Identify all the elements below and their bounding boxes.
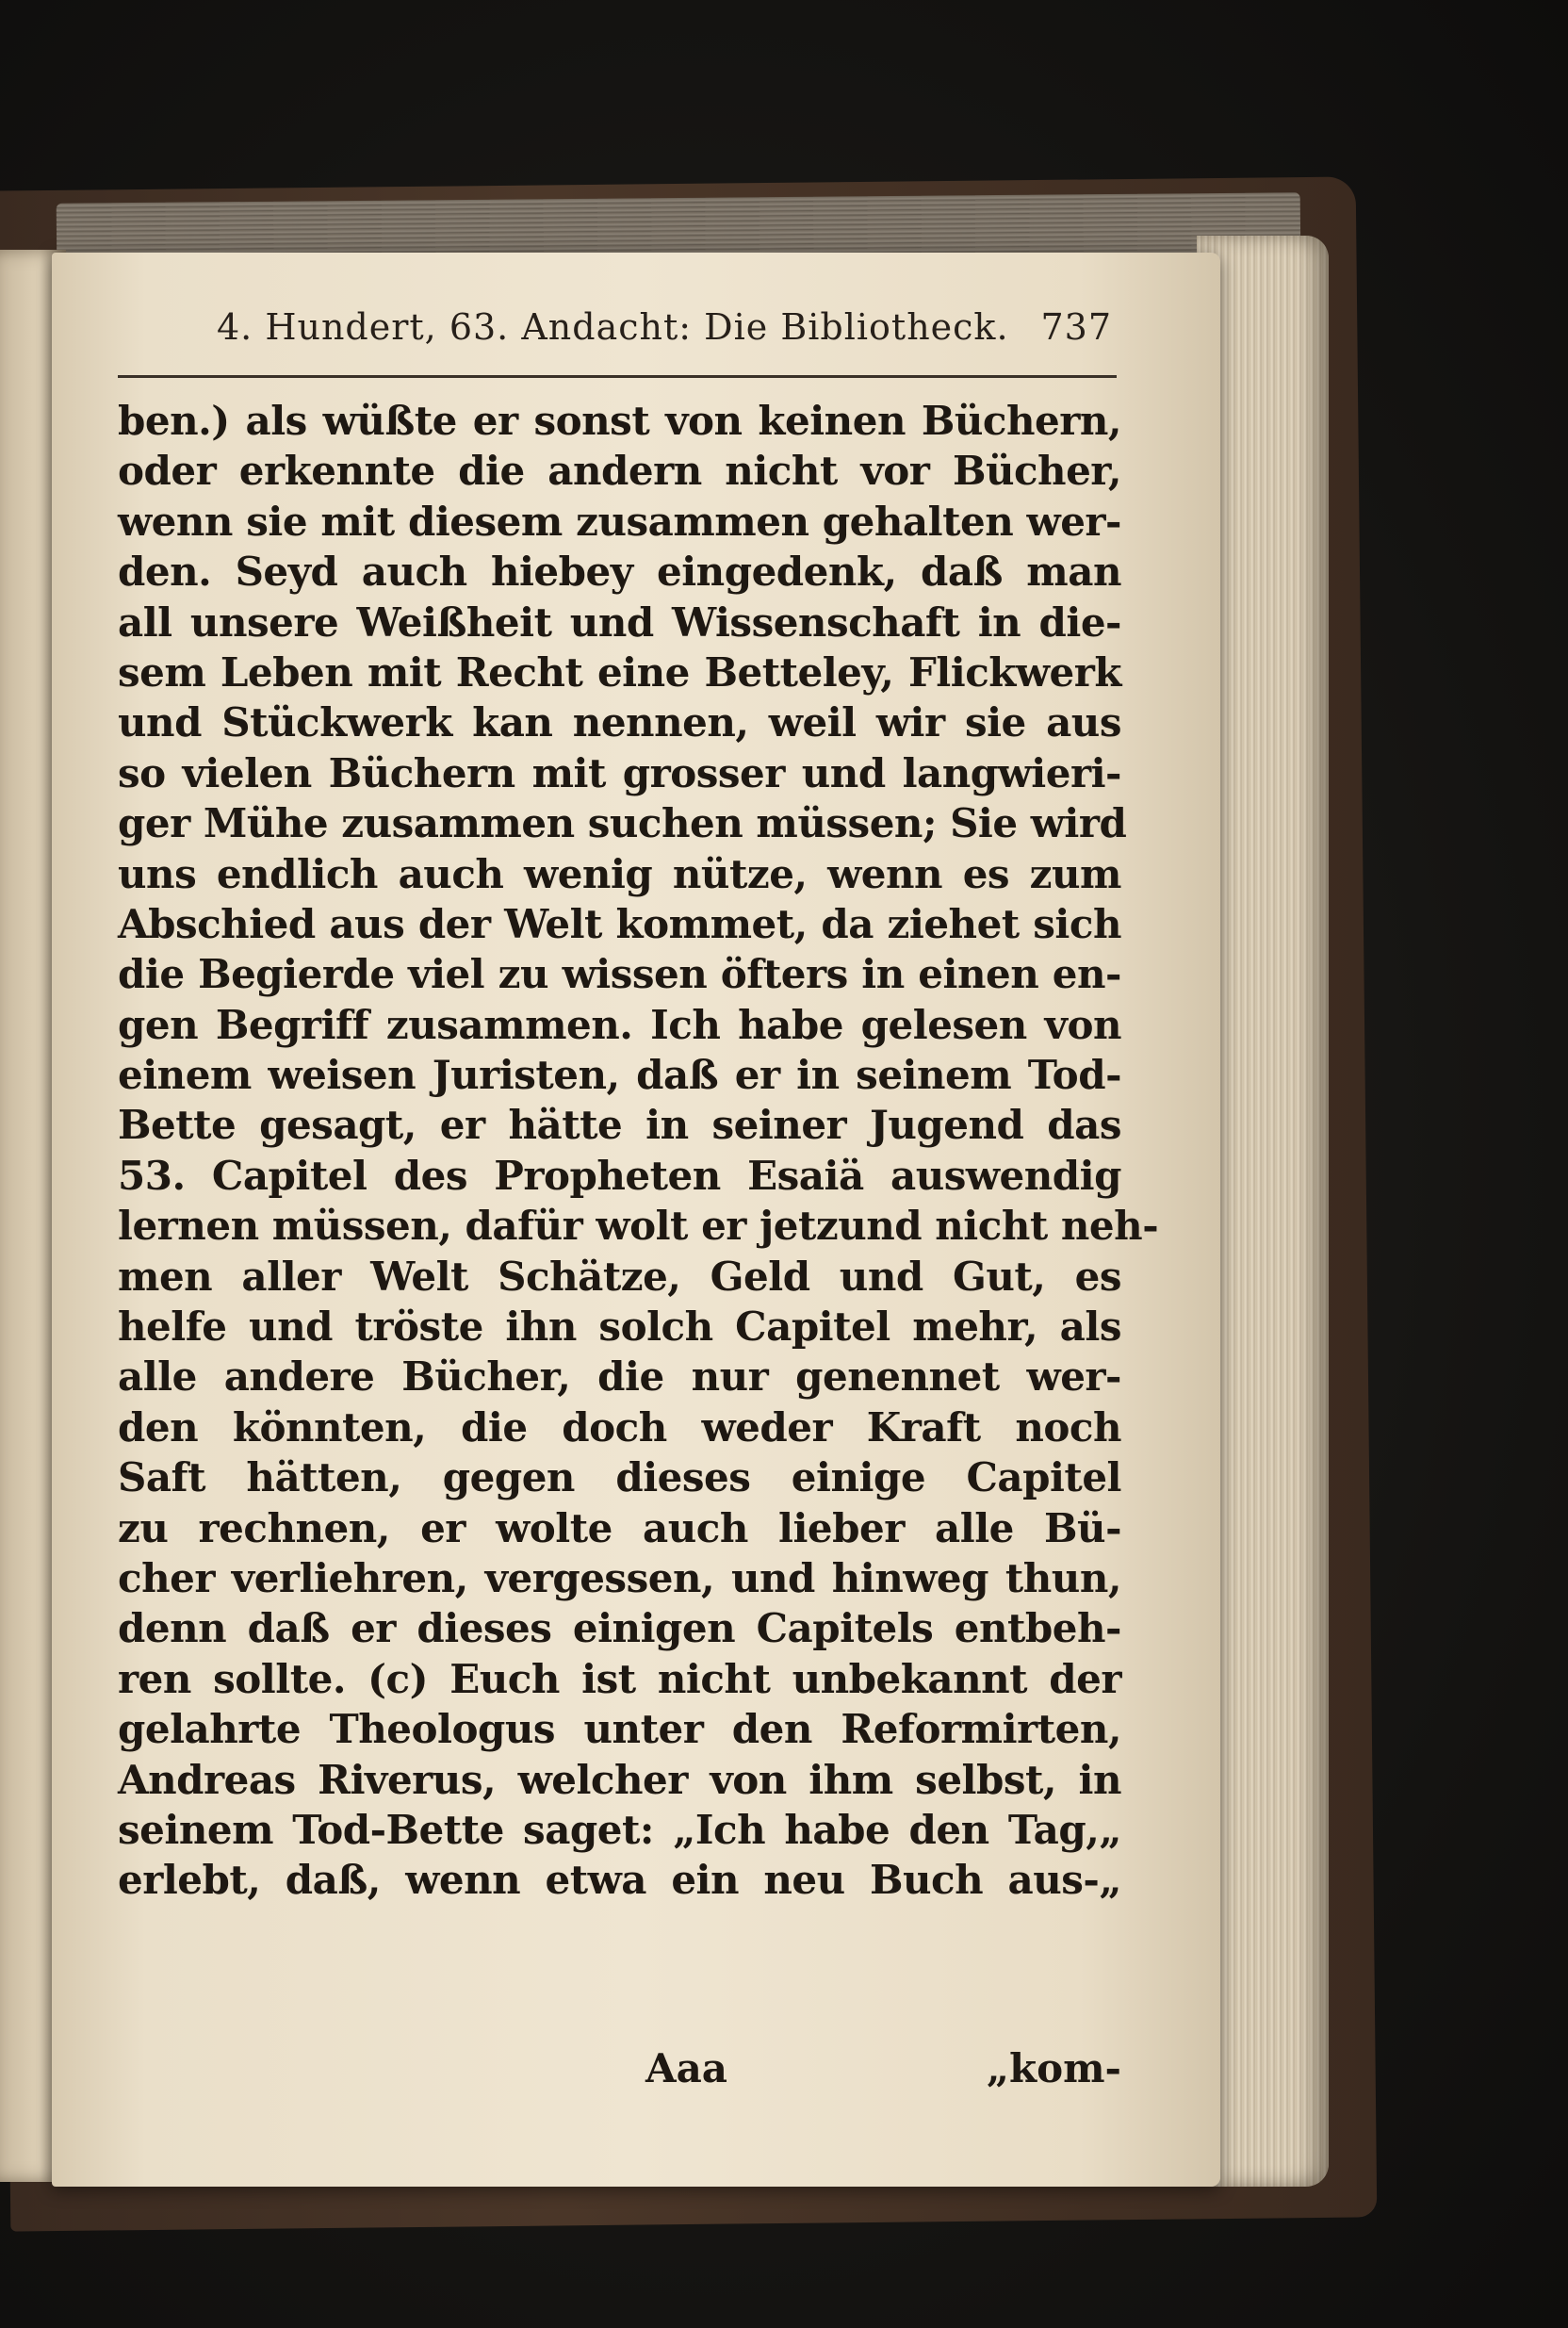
- text-line: erlebt, daß, wenn etwa ein neu Buch aus-„: [118, 1857, 1121, 1904]
- text-line: seinem Tod-Bette saget: „Ich habe den Tag,„: [118, 1806, 1121, 1853]
- header-rule: [118, 375, 1117, 378]
- text-line: oder erkennte die andern nicht vor Bücher,: [118, 448, 1121, 495]
- text-line: Andreas Riverus, welcher von ihm selbst, in: [118, 1756, 1121, 1803]
- catchword: „kom-: [986, 2045, 1121, 2091]
- text-line: die Begierde viel zu wissen öfters in einen en-: [118, 951, 1121, 998]
- text-line: Abschied aus der Welt kommet, da ziehet sich: [118, 900, 1121, 947]
- text-line: denn daß er dieses einigen Capitels entbeh-: [118, 1605, 1121, 1652]
- text-line: und Stückwerk kan nennen, weil wir sie aus: [118, 699, 1121, 746]
- text-line: gen Begriff zusammen. Ich habe gelesen von: [118, 1001, 1121, 1048]
- running-head-title: 4. Hundert, 63. Andacht: Die Bibliotheck.: [217, 306, 1009, 348]
- text-line: men aller Welt Schätze, Geld und Gut, es: [118, 1253, 1121, 1300]
- text-line: einem weisen Juristen, daß er in seinem Tod-: [118, 1052, 1121, 1099]
- text-line: ren sollte. (c) Euch ist nicht unbekannt der: [118, 1655, 1121, 1702]
- text-line: den könnten, die doch weder Kraft noch: [118, 1403, 1121, 1451]
- text-line: 53. Capitel des Propheten Esaiä auswendig: [118, 1152, 1121, 1199]
- text-line: sem Leben mit Recht eine Betteley, Flickwerk: [118, 648, 1121, 696]
- text-line: ben.) als wüßte er sonst von keinen Büchern,: [118, 398, 1121, 444]
- text-line: all unsere Weißheit und Wissenschaft in die-: [118, 598, 1121, 646]
- text-line: wenn sie mit diesem zusammen gehalten wer-: [118, 498, 1121, 545]
- text-line: alle andere Bücher, die nur genennet wer-: [118, 1353, 1121, 1401]
- text-line: so vielen Büchern mit grosser und langwieri-: [118, 749, 1121, 796]
- text-line: zu rechnen, er wolte auch lieber alle Bü-: [118, 1504, 1121, 1551]
- text-line: uns endlich auch wenig nütze, wenn es zum: [118, 850, 1121, 897]
- text-line: cher verliehren, vergessen, und hinweg thun,: [118, 1554, 1121, 1601]
- text-line: helfe und tröste ihn solch Capitel mehr, als: [118, 1303, 1121, 1351]
- text-line: Bette gesagt, er hätte in seiner Jugend das: [118, 1102, 1121, 1149]
- text-line: den. Seyd auch hiebey eingedenk, daß man: [118, 549, 1121, 596]
- signature-mark: Aaa: [645, 2045, 728, 2091]
- page-footer: [118, 2045, 1121, 2096]
- text-line: gelahrte Theologus unter den Reformirten,: [118, 1706, 1121, 1753]
- running-head: [217, 306, 1112, 352]
- text-line: lernen müssen, dafür wolt er jetzund nicht neh-: [118, 1203, 1159, 1250]
- text-line: ger Mühe zusammen suchen müssen; Sie wird: [118, 800, 1127, 847]
- page-number: 737: [1040, 306, 1112, 348]
- body-text: [118, 396, 1159, 1906]
- text-line: Saft hätten, gegen dieses einige Capitel: [118, 1454, 1121, 1501]
